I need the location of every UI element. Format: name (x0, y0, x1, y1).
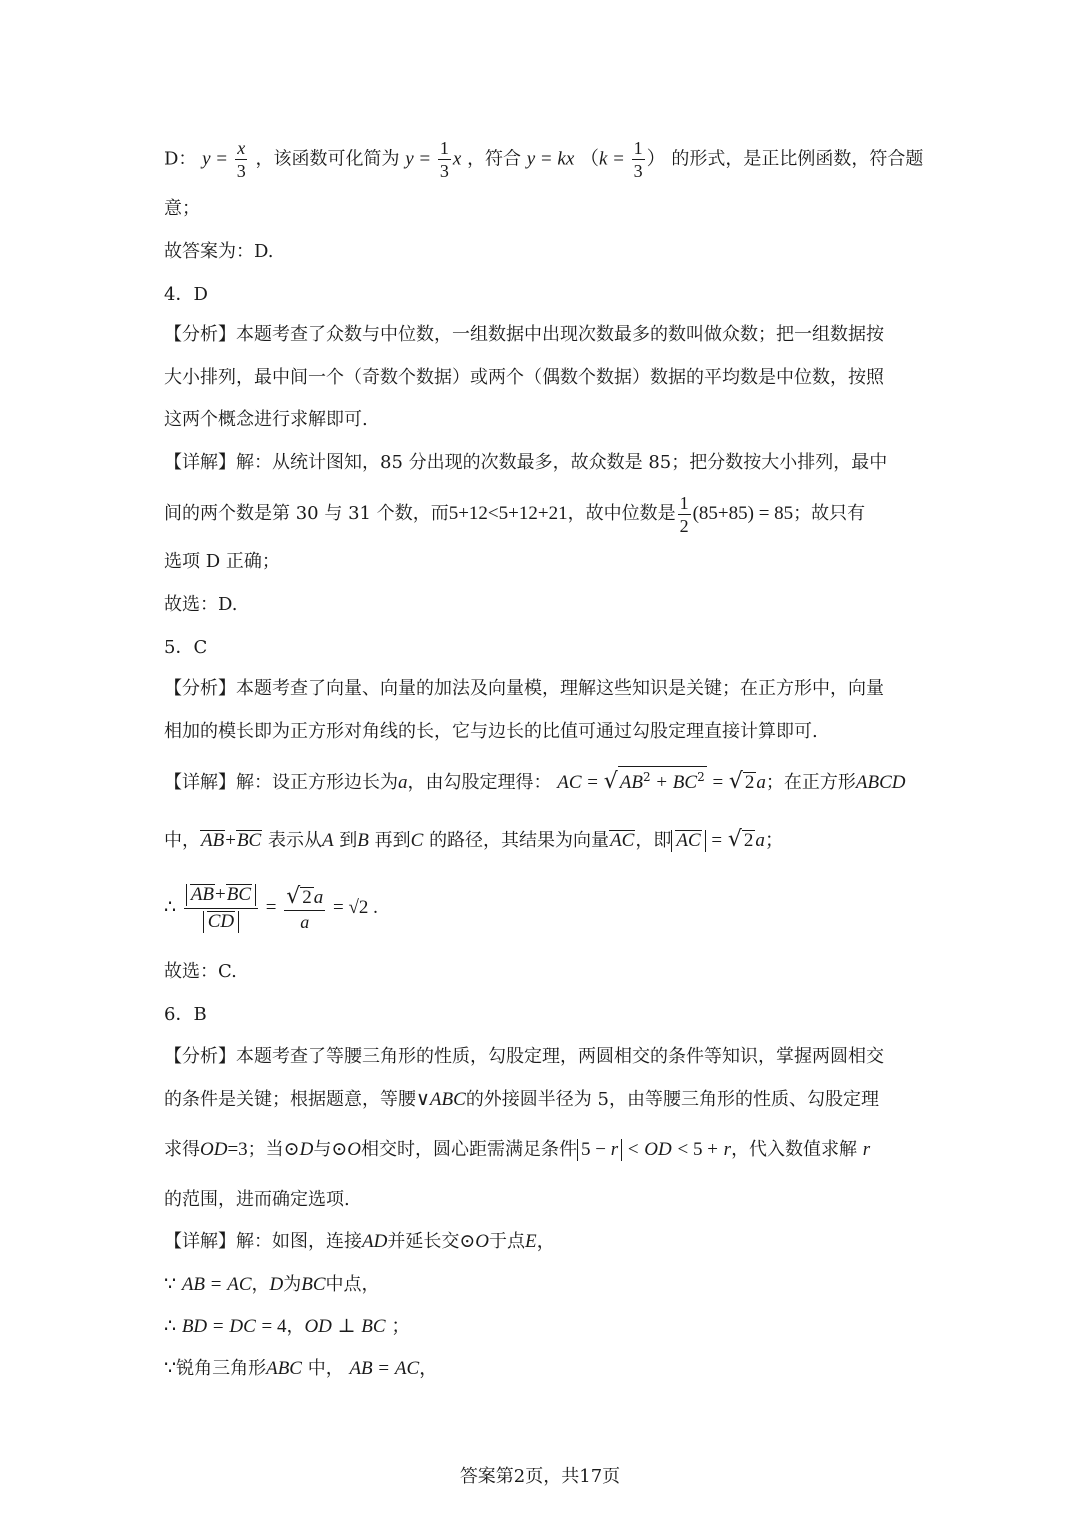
fraction-half: $\frac{1}{2}$ (679, 492, 689, 536)
q5-analysis-1: 【分析】本题考查了向量、向量的加法及向量模，理解这些知识是关键；在正方形中，向量 (164, 678, 884, 699)
d-option-line: D： y = $\frac{x}{3}$ ，该函数可化简为 y = $\frac{1}{3}$ x ，符合 y = kx （k = $\frac{1}{3}$ ） 的形式，是正比例函数，符合题 (164, 138, 924, 181)
fraction-x-over-3: $\frac{x}{3}$ (236, 138, 246, 181)
q4-detail-2: 间的两个数是第 30 与 31 个数，而5+12<5+12+21，故中位数是 $\frac{1}{2}$ (85+85) = 85；故只有 (164, 492, 866, 536)
q6-header: 6．B (164, 1004, 207, 1025)
q5-header: 5．C (164, 637, 208, 658)
fraction-1-over-3: $\frac{1}{3}$ (439, 138, 449, 181)
q4-analysis-3: 这两个概念进行求解即可. (164, 409, 368, 430)
q6-detail-1: 【详解】解：如图，连接AD并延长交⊙O于点E， (164, 1231, 556, 1252)
q6-analysis-4: 的范围，进而确定选项. (164, 1189, 350, 1210)
q5-detail-1: 【详解】解：设正方形边长为a，由勾股定理得： AC = √ $AB^2 + BC^2$ = √ 2 a；在正方形ABCD (164, 765, 922, 799)
q6-therefore-1: ∴ BD = DC = 4，OD ⊥ BC ； (164, 1316, 411, 1337)
q4-detail-1: 【详解】解：从统计图知，85 分出现的次数最多，故众数是 85；把分数按大小排列，最中 (164, 452, 888, 473)
q5-choose: 故选：C. (164, 961, 237, 982)
fraction-root2a-over-a: $\frac{√ 2 a}{a}$ (286, 883, 324, 932)
q3-answer: 故答案为：D. (164, 241, 274, 262)
q6-because-2: ∵锐角三角形ABC 中， AB = AC， (164, 1358, 439, 1379)
q4-choose: 故选：D. (164, 594, 238, 615)
q5-detail-2: 中，AB+BC 表示从A 到B 再到C 的路径，其结果为向量AC，即 AC = √ 2 a； (164, 827, 784, 852)
q4-header: 4．D (164, 284, 208, 305)
q5-analysis-2: 相加的模长即为正方形对角线的长，它与边长的比值可通过勾股定理直接计算即可. (164, 721, 818, 742)
q6-analysis-2: 的条件是关键；根据题意，等腰∨ABC的外接圆半径为 5，由等腰三角形的性质、勾股定理 (164, 1089, 879, 1110)
d-option-cont: 意； (164, 198, 200, 219)
q6-analysis-3: 求得OD=3；当⊙D与⊙O相交时，圆心距需满足条件 5 − r < OD < 5 + r，代入数值求解 r (164, 1139, 871, 1160)
q4-detail-3: 选项 D 正确； (164, 551, 280, 572)
fraction-vector-ratio: $\frac{AB+BC}{CD}$ (184, 884, 258, 933)
page-footer: 答案第2页，共17页 (459, 1466, 621, 1487)
q6-analysis-1: 【分析】本题考查了等腰三角形的性质，勾股定理，两圆相交的条件等知识，掌握两圆相交 (164, 1046, 884, 1067)
q4-analysis-1: 【分析】本题考查了众数与中位数，一组数据中出现次数最多的数叫做众数；把一组数据按 (164, 324, 884, 345)
q5-therefore: ∴ $\frac{AB+BC}{CD}$ = $\frac{√ 2 a}{a}$ = √2 . (164, 883, 378, 932)
q4-analysis-2: 大小排列，最中间一个（奇数个数据）或两个（偶数个数据）数据的平均数是中位数，按照 (164, 367, 884, 388)
q6-because-1: ∵ AB = AC，D为BC中点， (164, 1274, 380, 1295)
fraction-k: $\frac{1}{3}$ (633, 138, 643, 181)
